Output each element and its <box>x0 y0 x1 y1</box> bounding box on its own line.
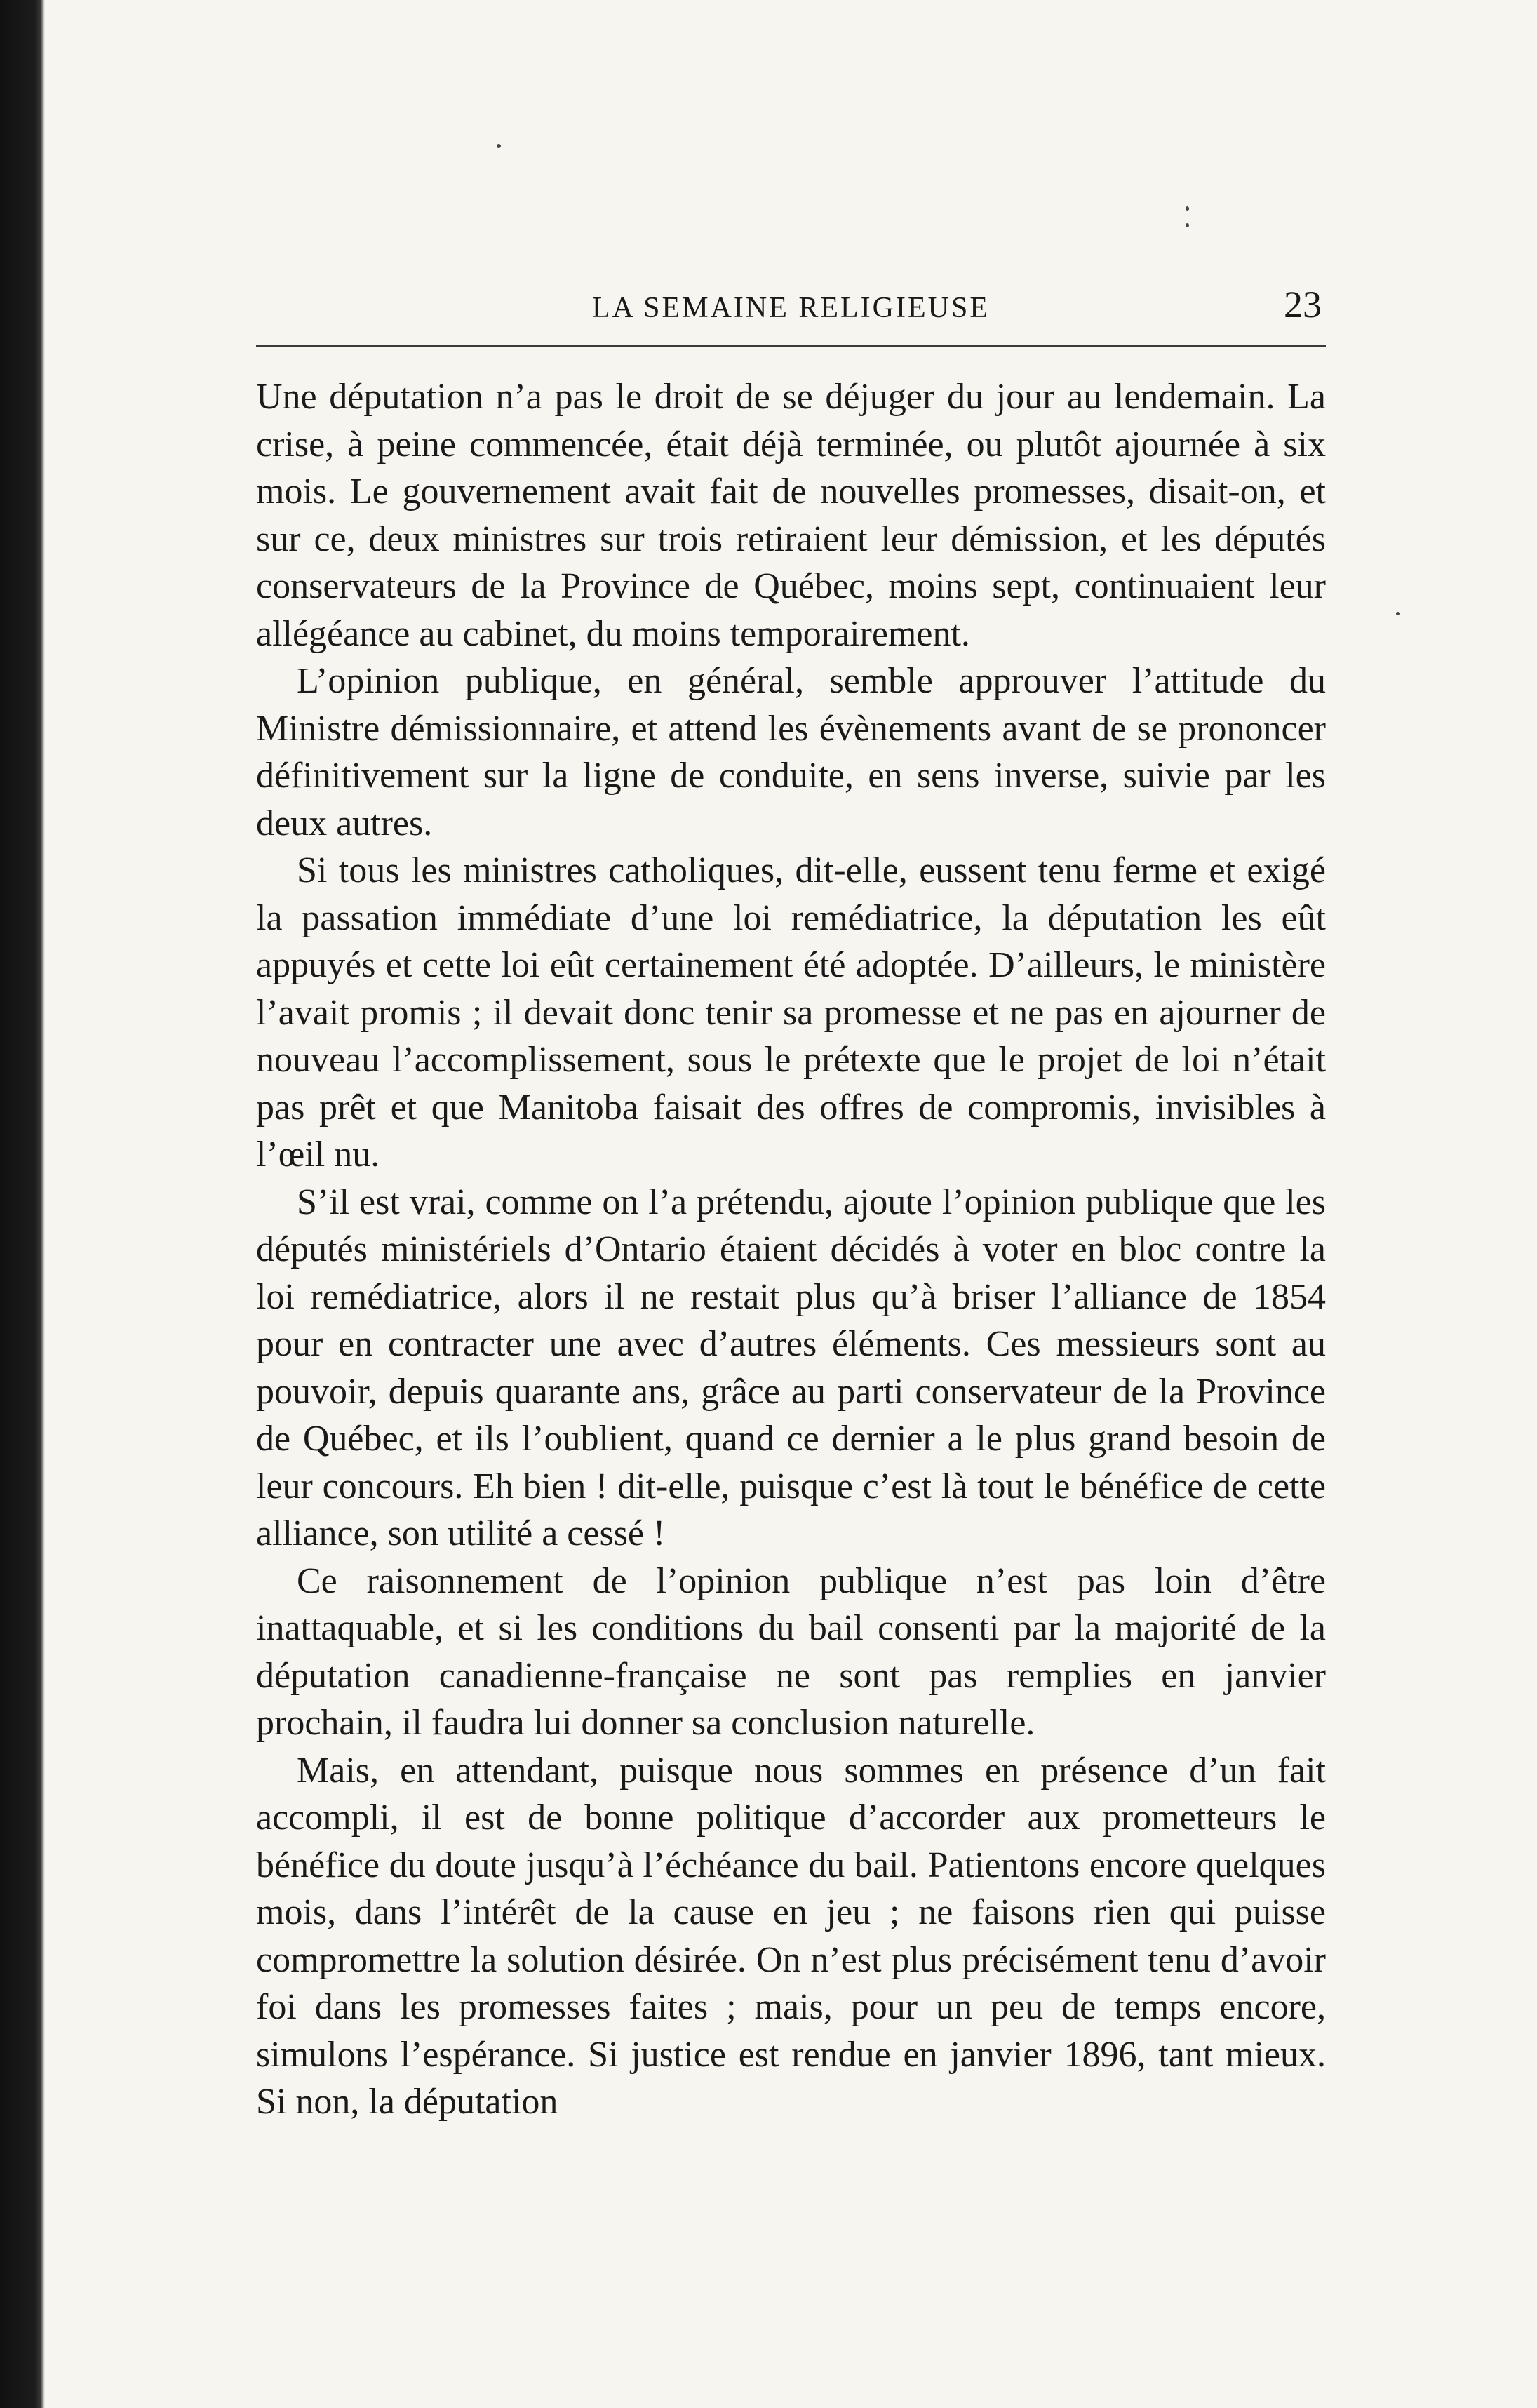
speck <box>1396 612 1400 615</box>
page-binding-edge <box>0 0 45 2408</box>
page-number: 23 <box>1284 283 1322 326</box>
paragraph-1: Une députation n’a pas le droit de se déjuger du jour au lendemain. La crise, à peine commencée, était déjà terminée, ou plutôt ajournée à six mois. Le gouvernement avait fait de nouvelles promesses, disait-on, et sur ce, deux ministres sur trois retiraient leur démission, et les députés conservateurs de la Province de Québec, moins sept, continuaient leur allégéance au cabinet, du moins temporairement. <box>256 377 1326 654</box>
speck <box>1186 206 1189 211</box>
paragraph-5: Ce raisonnement de l’opinion publique n’est pas loin d’être inattaquable, et si les conditions du bail consenti par la majorité de la députation canadienne-française ne sont pas remplies en janvier prochain, il faudra lui donner sa conclusion naturelle. <box>256 1560 1326 1743</box>
speck <box>1186 223 1189 227</box>
running-header <box>256 277 1326 347</box>
body-text <box>256 373 1326 2126</box>
speck <box>497 144 501 148</box>
paragraph-4: S’il est vrai, comme on l’a prétendu, ajoute l’opinion publique que les députés ministériels d’Ontario étaient décidés à voter en bloc contre la loi remédiatrice, alors il ne restait plus qu’à briser l’alliance de 1854 pour en contracter une avec d’autres éléments. Ces messieurs sont au pouvoir, depuis quarante ans, grâce au parti conservateur de la Province de Québec, et ils l’oublient, quand ce dernier a le plus grand besoin de leur concours. Eh bien ! dit-elle, puisque c’est là tout le bénéfice de cette alliance, son utilité a cessé ! <box>256 1182 1326 1553</box>
book-page <box>256 277 1326 2126</box>
paragraph-2: L’opinion publique, en général, semble approuver l’attitude du Ministre démissionnaire, et attend les évènements avant de se prononcer définitivement sur la ligne de conduite, en sens inverse, suivie par les deux autres. <box>256 661 1326 843</box>
paragraph-6: Mais, en attendant, puisque nous sommes en présence d’un fait accompli, il est de bonne politique d’accorder aux prometteurs le bénéfice du doute jusqu’à l’échéance du bail. Patientons encore quelques mois, dans l’intérêt de la cause en jeu ; ne faisons rien qui puisse compromettre la solution désirée. On n’est plus précisément tenu d’avoir foi dans les promesses faites ; mais, pour un peu de temps encore, simulons l’espérance. Si justice est rendue en janvier 1896, tant mieux. Si non, la députation <box>256 1750 1326 2122</box>
running-title: LA SEMAINE RELIGIEUSE <box>592 292 990 324</box>
paragraph-3: Si tous les ministres catholiques, dit-elle, eussent tenu ferme et exigé la passation immédiate d’une loi remédiatrice, la députation les eût appuyés et cette loi eût certainement été adoptée. D’ailleurs, le ministère l’avait promis ; il devait donc tenir sa promesse et ne pas en ajourner de nouveau l’accomplissement, sous le prétexte que le projet de loi n’était pas prêt et que Manitoba faisait des offres de compromis, invisibles à l’œil nu. <box>256 850 1326 1175</box>
